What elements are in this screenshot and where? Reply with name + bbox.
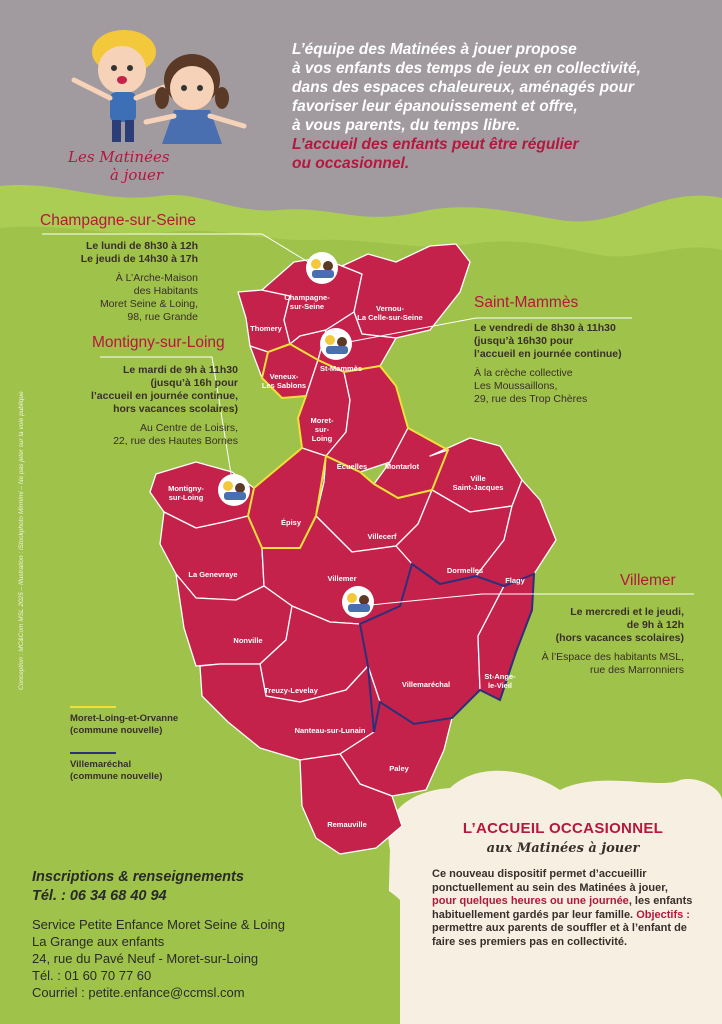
commune-label-ecuelles: Écuelles	[336, 462, 368, 471]
commune-label-moret: Moret- sur- Loing	[310, 416, 334, 443]
commune-label-paley: Paley	[389, 764, 409, 773]
site-title-villemer: Villemer	[620, 572, 676, 589]
commune-label-vernou: Vernou- La Celle-sur-Seine	[357, 304, 423, 322]
occasional-subtitle: aux Matinées à jouer	[486, 841, 640, 856]
site-info-stmammes: Le vendredi de 8h30 à 11h30 (jusqu’à 16h30 pour l’accueil en journée continue) À la crèche collective Les Moussaillons, 29, rue des Trop Chères	[474, 322, 674, 406]
intro-line: L’équipe des Matinées à jouer propose	[292, 41, 577, 58]
commune-label-champagne: Champagne- sur-Seine	[284, 293, 330, 311]
site-title-montigny: Montigny-sur-Loing	[92, 334, 225, 351]
site-info-villemer: Le mercredi et le jeudi, de 9h à 12h (hors vacances scolaires) À l’Espace des habitants MSL, rue des Marronniers	[494, 606, 684, 677]
commune-label-flagy: Flagy	[505, 576, 525, 585]
site-marker-villemer	[342, 586, 374, 618]
address-line: À L’Arche-Maison	[115, 272, 198, 284]
legend-swatch-yellow	[70, 706, 116, 708]
commune-label-stange: St-Ange- le-Vieil	[484, 672, 516, 690]
address-line: rue des Marronniers	[590, 664, 684, 676]
commune-label-nanteau: Nanteau-sur-Lunain	[294, 726, 366, 735]
commune-label-genevraye: La Genevraye	[188, 570, 238, 579]
address-line: 22, rue des Hautes Bornes	[113, 435, 238, 447]
address-line: 98, rue Grande	[127, 311, 198, 323]
contact-block	[32, 868, 332, 1001]
site-marker-stmammes	[320, 328, 352, 360]
contact-place: La Grange aux enfants	[32, 934, 165, 949]
legend-swatch-navy	[70, 752, 116, 754]
commune-vernou	[342, 244, 470, 338]
commune-label-dormelles: Dormelles	[446, 566, 484, 575]
commune-label-villestjacques: Ville Saint-Jacques	[452, 474, 504, 492]
address-line: 29, rue des Trop Chères	[474, 393, 588, 405]
intro-line-highlight: ou occasionnel.	[292, 155, 410, 172]
contact-address: 24, rue du Pavé Neuf - Moret-sur-Loing	[32, 951, 259, 966]
intro-line: à vous parents, du temps libre.	[292, 117, 521, 134]
logo-line1: Les Matinées	[68, 148, 170, 166]
commune-label-montigny: Montigny- sur-Loing	[168, 484, 204, 502]
credit-vertical: Conception : MC&Com MSL 2025 – Illustration : iStockphoto Mirmimi – Ne pas jeter sur la voie publique	[18, 391, 25, 690]
intro-line-highlight: L’accueil des enfants peut être régulier	[292, 136, 579, 153]
commune-label-remauville: Remauville	[327, 820, 367, 829]
commune-label-treuzy: Treuzy-Levelay	[264, 686, 318, 695]
site-marker-montigny	[218, 474, 250, 506]
logo-line2: à jouer	[110, 166, 164, 184]
occasional-title: L’ACCUEIL OCCASIONNEL	[462, 820, 664, 837]
contact-email[interactable]: Courriel : petite.enfance@ccmsl.com	[32, 985, 245, 1000]
contact-phone-main[interactable]: Tél. : 06 34 68 40 94	[32, 888, 167, 904]
site-marker-champagne	[306, 252, 338, 284]
occasional-body: Ce nouveau dispositif permet d’accueillir ponctuellement au sein des Matinées à jouer, pour quelques heures ou une journée, les enfants habituellement gardés par leur famille. Objectifs : permettre aux parents de souffler et à l’enfant de faire ses premiers pas en collectivité.	[432, 868, 693, 948]
site-info-montigny: Le mardi de 9h à 11h30 (jusqu’à 16h pour l’accueil en journée continue, hors vacances scolaires) Au Centre de Loisirs, 22, rue des Hautes Bornes	[40, 364, 238, 448]
intro-line: dans des espaces chaleureux, aménagés pour	[292, 79, 635, 96]
address-line: À la crèche collective	[474, 367, 573, 379]
schedule-line: Le jeudi de 14h30 à 17h	[80, 253, 198, 265]
address-line: Au Centre de Loisirs,	[139, 422, 238, 434]
address-line: Moret Seine & Loing,	[99, 298, 198, 310]
site-title-champagne: Champagne-sur-Seine	[40, 212, 196, 229]
contact-heading: Inscriptions & renseignements	[32, 869, 244, 885]
commune-label-villecerf: Villecerf	[367, 532, 397, 541]
commune-label-montarlot: Montarlot	[384, 462, 420, 471]
occasional-block	[432, 820, 694, 949]
legend-moret: Moret-Loing-et-Orvanne (commune nouvelle)	[70, 706, 178, 737]
site-title-stmammes: Saint-Mammès	[474, 294, 579, 311]
commune-label-villemarechal: Villemaréchal	[401, 680, 451, 689]
site-info-champagne	[40, 240, 198, 324]
commune-label-nonville: Nonville	[233, 636, 263, 645]
legend-villemarechal: Villemaréchal (commune nouvelle)	[70, 752, 162, 783]
contact-service: Service Petite Enfance Moret Seine & Loing	[32, 917, 285, 932]
commune-label-villemer: Villemer	[327, 574, 357, 583]
address-line: Les Moussaillons,	[474, 380, 558, 392]
address-line: des Habitants	[133, 285, 198, 297]
commune-label-thomery: Thomery	[250, 324, 282, 333]
schedule-line: Le lundi de 8h30 à 12h	[85, 240, 198, 252]
commune-label-stmammes: St-Mammès	[319, 364, 363, 373]
intro-line: à vos enfants des temps de jeux en collectivité,	[292, 60, 641, 77]
commune-label-episy: Épisy	[280, 518, 301, 527]
contact-phone-2[interactable]: Tél. : 01 60 70 77 60	[32, 968, 152, 983]
intro-line: favoriser leur épanouissement et offre,	[292, 98, 578, 115]
commune-genevraye	[160, 512, 264, 600]
address-line: À l’Espace des habitants MSL,	[541, 651, 684, 663]
commune-label-veneux: Veneux- Les Sablons	[261, 372, 307, 390]
